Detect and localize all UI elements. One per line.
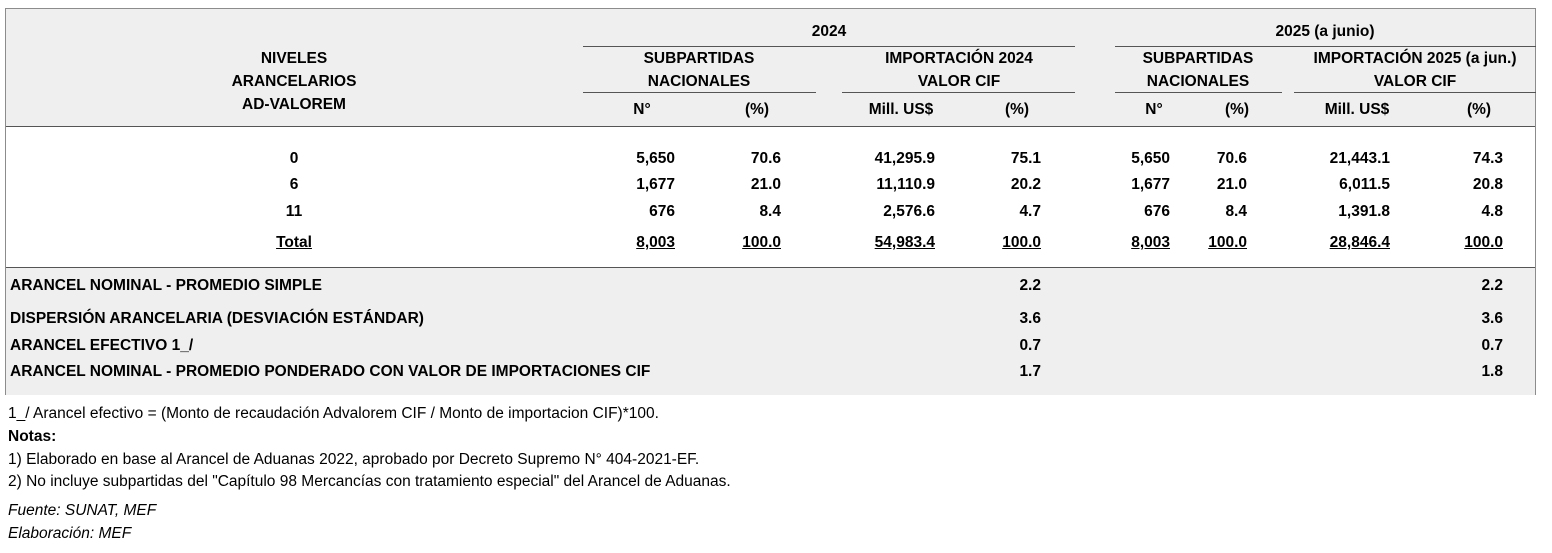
notes-title: Notas: [8,428,57,445]
row-label-line3: AD-VALOREM [242,96,346,113]
col-header-pct-imp-2025: (%) [1466,101,1492,118]
sub1-divider [583,92,816,93]
footnote-arancel-efectivo: 1_/ Arancel efectivo = (Monto de recaudación Advalorem CIF / Monto de importacion CIF)*100. [8,405,659,422]
cell: 20.8 [1472,176,1503,193]
cell: 6,011.5 [1339,176,1390,193]
cell: 4.7 [1019,203,1041,220]
cell: 4.8 [1481,203,1503,220]
cell: 70.6 [750,150,781,167]
indicator-label: ARANCEL NOMINAL - PROMEDIO PONDERADO CON VALOR DE IMPORTACIONES CIF [10,363,651,380]
subpartidas-2024-line2: NACIONALES [647,73,751,90]
cell: 20.2 [1010,176,1041,193]
indicator-2025: 2.2 [1481,277,1503,294]
indicator-label: ARANCEL EFECTIVO 1_/ [10,337,194,354]
cell: 8,003 [636,234,675,251]
cell: 41,295.9 [874,150,935,167]
cell: 1,391.8 [1338,203,1390,220]
imp1-divider [842,92,1075,93]
row-level: 6 [289,176,299,193]
indicator-2025: 0.7 [1481,337,1503,354]
cell: 8,003 [1131,234,1170,251]
row-label-line2: ARANCELARIOS [231,73,357,90]
cell: 75.1 [1010,150,1041,167]
cell: 1,677 [636,176,675,193]
cell: 5,650 [636,150,675,167]
cell: 70.6 [1216,150,1247,167]
col-header-pct-sub-2024: (%) [744,101,770,118]
row-level: 0 [289,150,299,167]
cell: 74.3 [1472,150,1503,167]
col-header-mill-2024: Mill. US$ [868,101,934,118]
source-line: Fuente: SUNAT, MEF [8,502,157,519]
cell: 676 [1144,203,1170,220]
header-bottom-line [6,126,1535,127]
indicator-2024: 3.6 [1019,310,1041,327]
indicator-2024: 2.2 [1019,277,1041,294]
cell: 54,983.4 [874,234,935,251]
cell: 8.4 [1225,203,1247,220]
col-header-mill-2025: Mill. US$ [1324,101,1390,118]
cell: 100.0 [1002,234,1041,251]
sub2-divider [1115,92,1282,93]
cell: 676 [649,203,675,220]
cell: 21.0 [750,176,781,193]
importacion-2024-line2: VALOR CIF [917,73,1001,90]
col-header-n-2025: N° [1145,101,1163,118]
indicator-2025: 1.8 [1481,363,1503,380]
year-2025-header: 2025 (a junio) [1275,23,1375,40]
col-header-pct-imp-2024: (%) [1004,101,1030,118]
cell: 100.0 [1464,234,1503,251]
row-label-line1: NIVELES [260,50,328,67]
importacion-2024-line1: IMPORTACIÓN 2024 [885,50,1033,67]
cell: 100.0 [1208,234,1247,251]
indicator-2025: 3.6 [1481,310,1503,327]
indicator-2024: 0.7 [1019,337,1041,354]
year-2024-header: 2024 [811,23,847,40]
imp2-divider [1294,92,1536,93]
note-1: 1) Elaborado en base al Arancel de Aduanas 2022, aprobado por Decreto Supremo N° 404-2021-EF. [8,451,700,468]
cell: 11,110.9 [876,176,935,193]
cell: 8.4 [759,203,781,220]
year1-divider [583,46,1075,47]
year2-divider [1115,46,1536,47]
indicator-2024: 1.7 [1019,363,1041,380]
subpartidas-2025-line2: NACIONALES [1146,73,1250,90]
importacion-2025-line1: IMPORTACIÓN 2025 (a jun.) [1313,50,1517,67]
cell: 28,846.4 [1329,234,1390,251]
cell: 21,443.1 [1329,150,1390,167]
total-label: Total [276,234,312,251]
cell: 1,677 [1131,176,1170,193]
importacion-2025-line2: VALOR CIF [1373,73,1457,90]
indicator-label: ARANCEL NOMINAL - PROMEDIO SIMPLE [10,277,323,294]
subpartidas-2024-line1: SUBPARTIDAS [643,50,755,67]
row-level: 11 [285,203,303,220]
cell: 100.0 [742,234,781,251]
body-bottom-line [6,267,1535,268]
cell: 5,650 [1131,150,1170,167]
col-header-pct-sub-2025: (%) [1224,101,1250,118]
subpartidas-2025-line1: SUBPARTIDAS [1142,50,1254,67]
cell: 21.0 [1216,176,1247,193]
elaboration-line: Elaboración: MEF [8,525,132,542]
tariff-table [5,8,1536,395]
indicator-label: DISPERSIÓN ARANCELARIA (DESVIACIÓN ESTÁNDAR) [10,310,424,327]
cell: 2,576.6 [883,203,935,220]
note-2: 2) No incluye subpartidas del "Capítulo 98 Mercancías con tratamiento especial" del Arancel de Aduanas. [8,473,731,490]
col-header-n-2024: N° [633,101,651,118]
